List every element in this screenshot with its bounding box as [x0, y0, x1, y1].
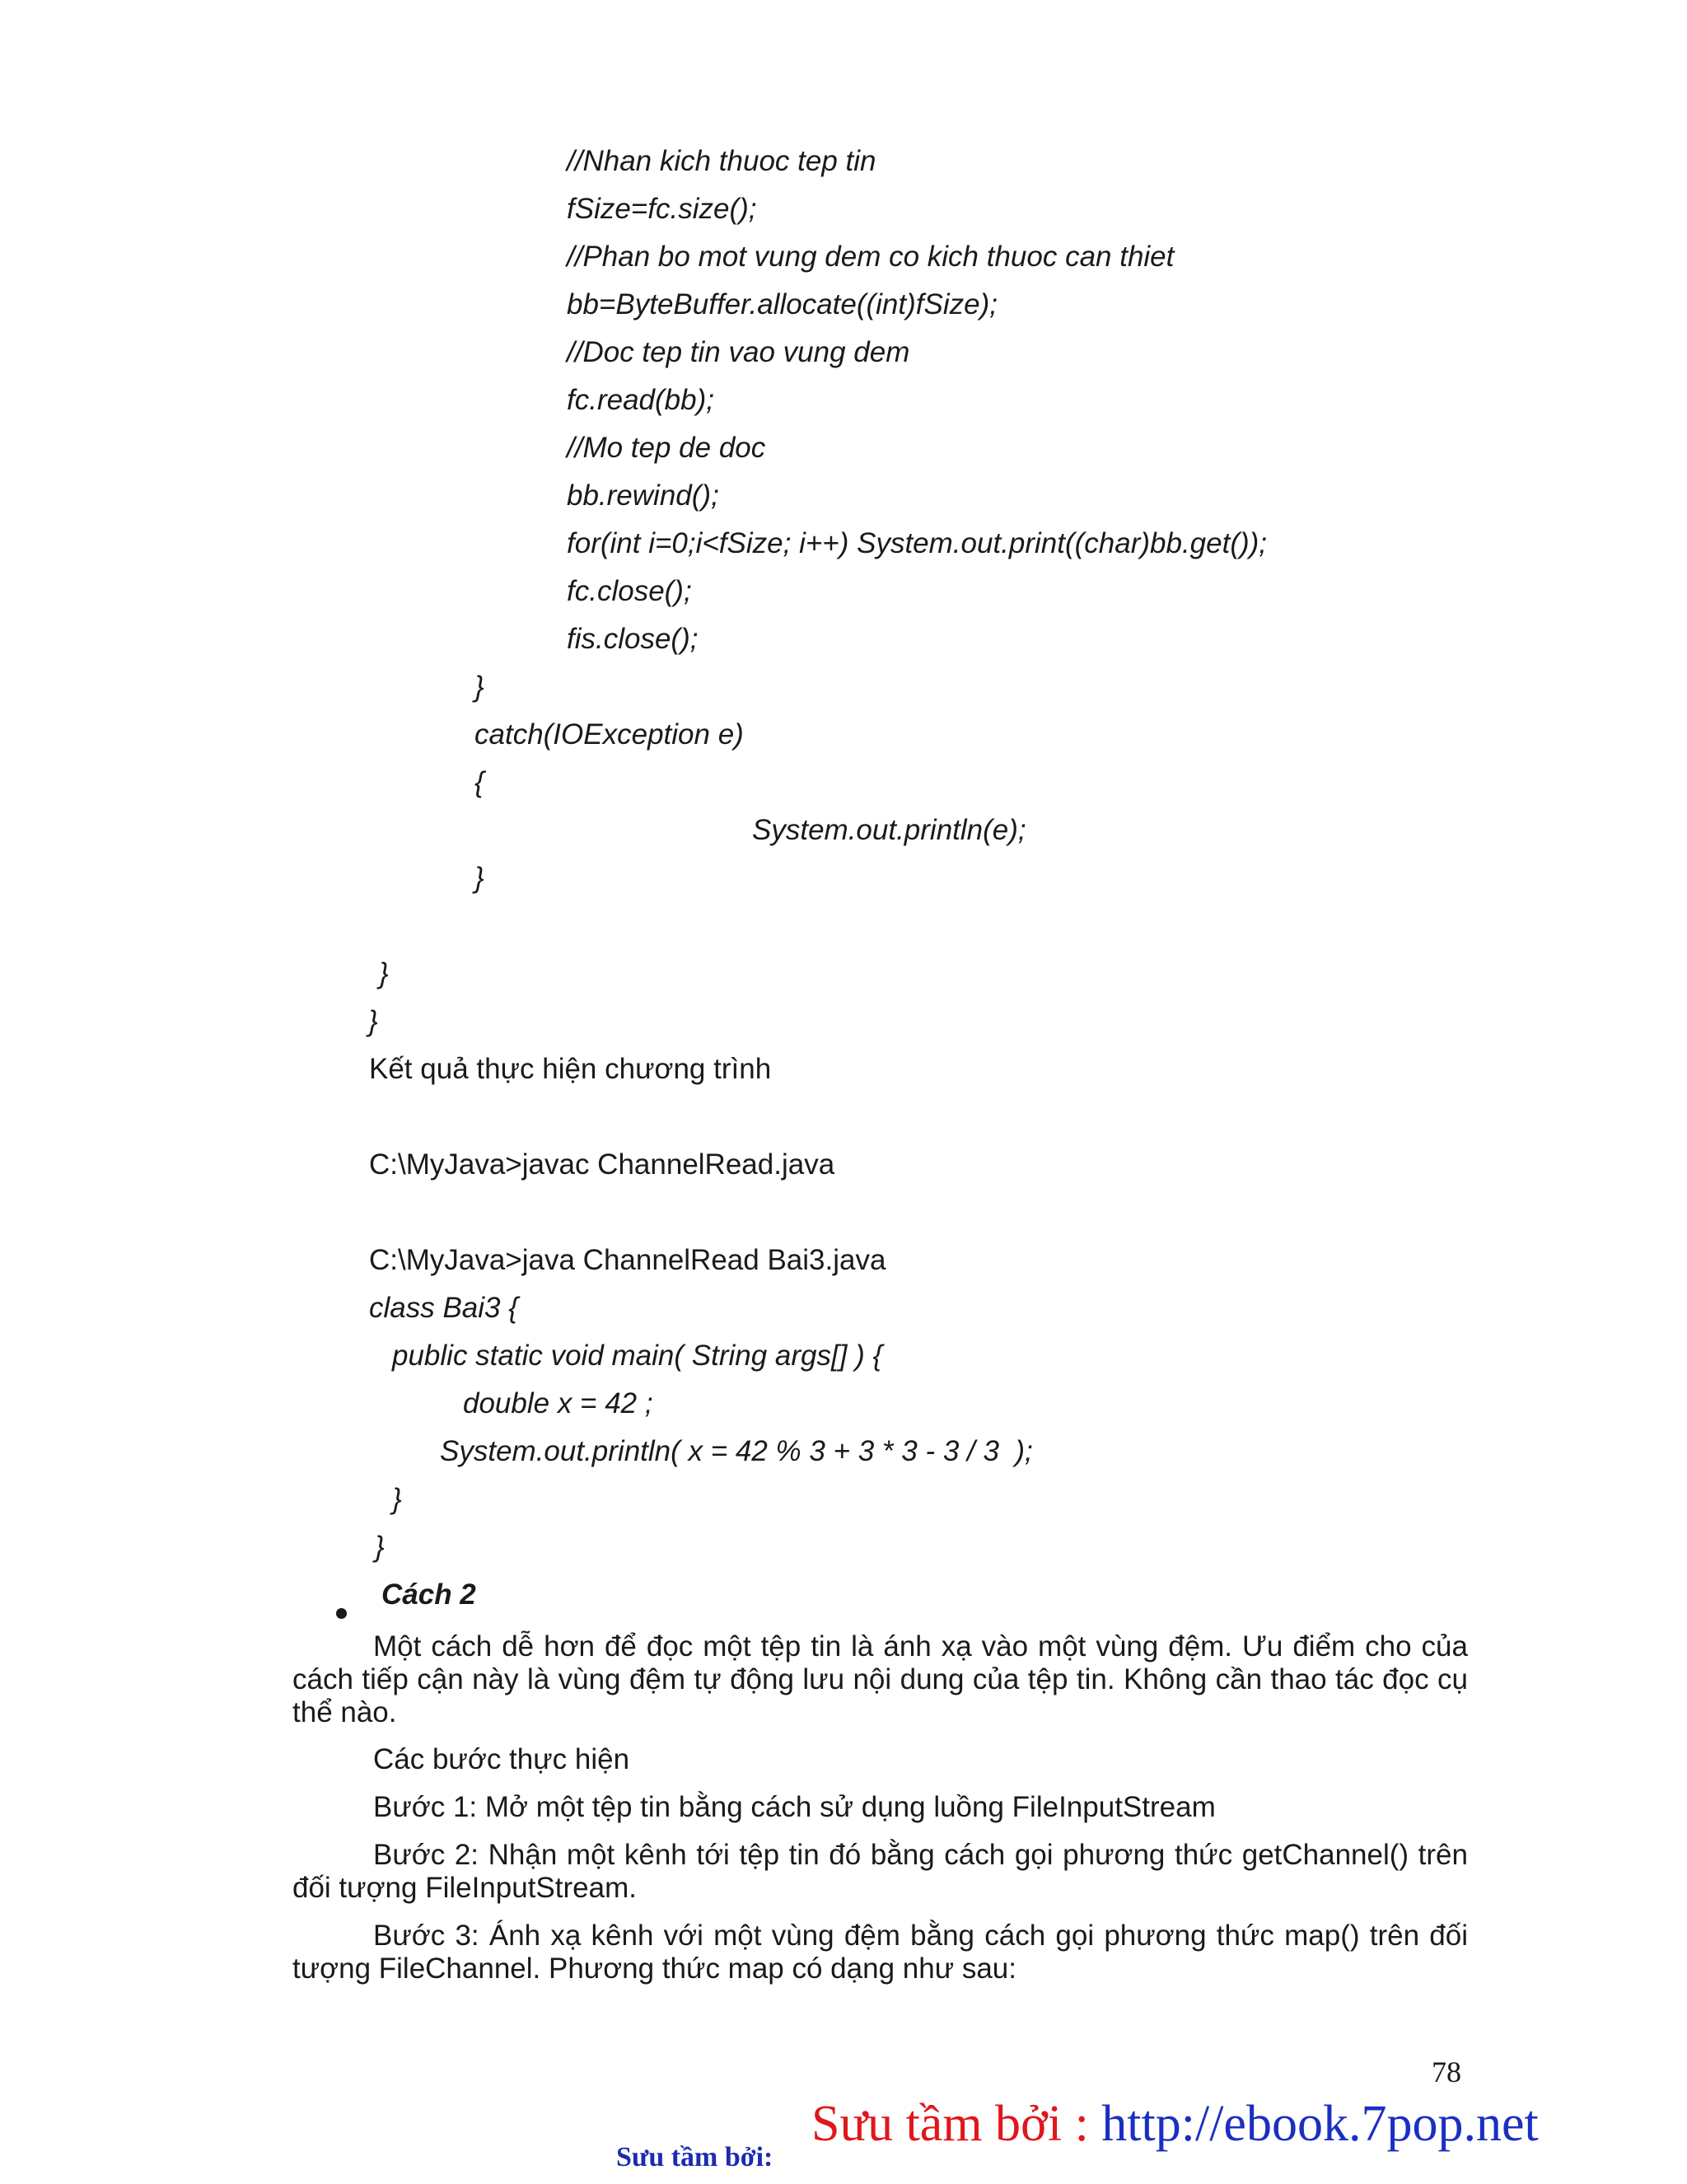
bullet-icon — [336, 1608, 347, 1619]
code-line: bb.rewind(); — [567, 479, 719, 512]
code-line: } — [379, 957, 389, 989]
watermark-prefix: Sưu tầm bởi : — [811, 2096, 1102, 2152]
code-line: } — [368, 1005, 378, 1037]
code-line: } — [474, 862, 484, 894]
code-line: } — [392, 1483, 402, 1515]
code-line: public static void main( String args[] ) { — [392, 1340, 883, 1372]
code-line: //Nhan kich thuoc tep tin — [567, 145, 876, 177]
footer-label: Sưu tầm bởi: — [616, 2142, 773, 2172]
body-paragraph: Bước 3: Ánh xạ kênh với một vùng đệm bằng cách gọi phương thức map() trên đối tượng FileChannel. Phương thức map có dạng như sau: — [292, 1920, 1468, 1985]
page-number: 78 — [1432, 2055, 1461, 2088]
code-line: double x = 42 ; — [463, 1387, 653, 1419]
body-paragraph: Bước 2: Nhận một kênh tới tệp tin đó bằng cách gọi phương thức getChannel() trên đối tượng FileInputStream. — [292, 1839, 1468, 1904]
watermark-logo — [811, 2093, 1539, 2155]
code-line: System.out.println( x = 42 % 3 + 3 * 3 - 3 / 3 ); — [440, 1435, 1033, 1467]
command-line: C:\MyJava>javac ChannelRead.java — [369, 1148, 835, 1181]
code-line: fis.close(); — [567, 623, 699, 655]
watermark-url: http://ebook.7pop.net — [1101, 2096, 1539, 2152]
body-paragraph: Một cách dễ hơn để đọc một tệp tin là ánh xạ vào một vùng đệm. Ưu điểm cho của cách tiếp cận này là vùng đệm tự động lưu nội dung của tệp tin. Không cần thao tác đọc cụ thể nào. — [292, 1630, 1468, 1728]
code-line: fc.read(bb); — [567, 384, 714, 416]
code-line: } — [375, 1531, 385, 1563]
code-line: fc.close(); — [567, 575, 692, 607]
code-line: { — [474, 766, 484, 798]
body-paragraph: Các bước thực hiện — [373, 1743, 630, 1775]
code-line: //Mo tep de doc — [567, 432, 766, 464]
code-line: catch(IOException e) — [474, 718, 744, 751]
code-line: fSize=fc.size(); — [567, 193, 757, 225]
command-line: C:\MyJava>java ChannelRead Bai3.java — [369, 1244, 886, 1276]
code-line: for(int i=0;i<fSize; i++) System.out.print((char)bb.get()); — [567, 527, 1268, 559]
code-line: System.out.println(e); — [752, 814, 1026, 846]
code-line: //Phan bo mot vung dem co kich thuoc can thiet — [567, 241, 1175, 273]
code-line: //Doc tep tin vao vung dem — [567, 336, 910, 368]
result-heading: Kết quả thực hiện chương trình — [369, 1053, 772, 1085]
body-paragraph: Bước 1: Mở một tệp tin bằng cách sử dụng luồng FileInputStream — [373, 1791, 1216, 1823]
section-label: Cách 2 — [381, 1578, 476, 1611]
code-line: } — [474, 671, 484, 703]
code-line: bb=ByteBuffer.allocate((int)fSize); — [567, 288, 998, 320]
code-line: class Bai3 { — [369, 1292, 518, 1324]
